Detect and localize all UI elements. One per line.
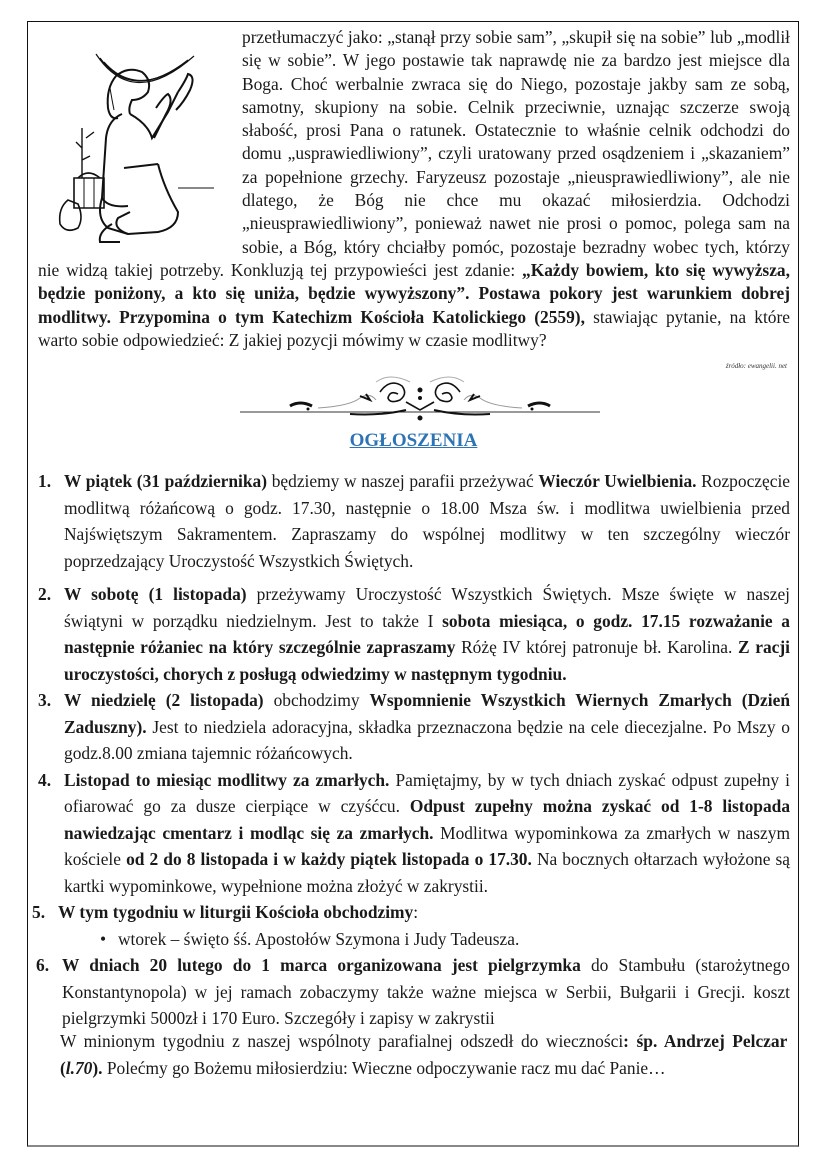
intro-section [38,26,790,352]
ornamental-divider [240,372,600,422]
praying-figure-illustration [38,28,230,254]
item-text: W piątek (31 października) [64,471,268,491]
sub-list-item [100,926,790,953]
item-text: Z racji uroczystości, chorych z posługą odwiedzimy w następnym tygodniu. [64,637,790,684]
item-text: sobota miesiąca, o godz. 17.15 rozważanie a następnie różaniec na który szczególnie zapraszamy [64,610,791,657]
obituary-paragraph [60,1028,787,1081]
item-number: 6. [36,955,50,975]
intro-text: przetłumaczyć jako: „stanął przy sobie sam”, „skupił się na sobie” lub „modlił się w sobie”. W jego postawie tak naprawdę nie za bardzo jest miejsce dla Boga. Choć werbalnie zwraca się do Niego, pozostaje jakby sam ze sobą, samotny, skupiony na sobie. Celnik przeciwnie, uznając szczerze swoją słabość, prosi Pana o ratunek. Ostatecznie to właśnie celnik odchodzi do domu „usprawiedliwiony”, czyli uratowany przed osądzeniem i „skazaniem” za popełnione grzechy. Faryzeusz pozostaje „nieusprawiedliwiony”, ale nie dlatego, że Bóg nie chce mu okazać miłosierdzia. Odchodzi „nieusprawiedliwiony”, ponieważ nawet nie prosi o pomoc, polega sam na sobie, a Bóg, który chciałby pomóc, pozostaje bezradny wobec tych, którzy nie widzą takiej potrzeby. [38,27,790,280]
item-number: 4. [38,769,52,790]
conclusion-text: Konkluzją tej przypowieści jest zdanie: [230,259,523,280]
item-number: 5. [32,902,46,922]
announcements-list [32,468,791,1032]
item-text: : [413,902,419,922]
item-text: Jest to niedziela adoracyjna, składka przeznaczona będzie na cele diecezjalne. Po Mszy o godz.8.00 zmiana tajemnic różańcowych. [64,716,790,763]
sub-list [58,926,790,953]
item-text: do Stambułu (starożytnego Konstantynopola) w jej ramach zobaczymy także ważne miejsca w Serbii, Bułgarii i Grecji. koszt pielgrzymki 5000zł i 170 Euro. Szczegóły i zapisy w zakrystii [62,955,791,1028]
age-open: ( [60,1057,66,1078]
item-text: Rozpoczęcie modlitwą różańcową o godz. 17.30, następnie o 18.00 Msza św. i modlitwa uwielbienia przed Najświętszym Sakramentem. Zapraszamy do wspólnej modlitwy w ten szczególny wieczór poprzedzający Uroczystość Wszystkich Świętych. [64,471,790,571]
conclusion-question: stawiając pytanie, na które warto sobie odpowiedzieć: Z jakiej pozycji mówimy w czasie modlitwy? [38,306,790,350]
announcement-item [38,468,790,574]
item-number: 2. [38,584,52,604]
announcement-item [36,952,790,1032]
announcement-item [38,767,790,900]
deceased-name: śp. Andrzej Pelczar [636,1031,787,1051]
announcements-heading [0,430,827,452]
item-text: Pamiętajmy, by w tych dniach zyskać odpust zupełny i ofiarować go za dusze cierpiące w czyśćcu. [64,769,790,816]
announcement-item [38,581,790,687]
item-text: W dniach 20 lutego do 1 marca organizowana jest pielgrzymka [62,955,581,975]
heading-text: OGŁOSZENIA [349,430,478,451]
sub-item-text: wtorek – święto śś. Apostołów Szymona i Judy Tadeusza. [118,928,520,949]
item-text: Na bocznych ołtarzach wyłożone są kartki wypominkowe, wypełnione można złożyć w zakrystii. [64,849,791,896]
item-text: Modlitwa wypominkowa za zmarłych w naszym kościele [64,822,790,869]
bullet-icon: • [100,928,107,949]
obituary-colon: : [623,1031,637,1051]
conclusion-quote: „Każdy bowiem, kto się wywyższa, będzie poniżony, a kto się uniża, będzie wywyższony”. Postawa pokory jest warunkiem dobrej modlitwy. Przypomina o tym Katechizm Kościoła Katolickiego (2559), [38,259,790,327]
item-text: Wspomnienie Wszystkich Wiernych Zmarłych (Dzień Zaduszny). [64,690,791,737]
announcement-item [38,687,790,767]
item-text: od 2 do 8 listopada i w każdy piątek listopada o 17.30. [126,849,532,869]
deceased-age: l.70 [65,1057,93,1078]
age-close: ). [92,1057,103,1078]
item-number: 3. [38,690,52,710]
item-text: W niedzielę (2 listopada) [64,690,264,710]
source-note: źródło: ewangelii. net [725,362,787,370]
item-text: Wieczór Uwielbienia. [538,471,697,491]
item-number: 1. [38,471,52,491]
item-text: Odpust zupełny można zyskać od 1-8 listopada nawiedzając cmentarz i modląc się za zmarłych. [64,796,791,843]
announcement-item [32,899,790,952]
item-text: przeżywamy Uroczystość Wszystkich Świętych. Msze święte w naszej świątyni w porządku niedzielnym. Jest to także I [64,584,791,631]
item-text: W sobotę (1 listopada) [64,584,247,604]
item-text: obchodzimy [263,690,370,710]
item-text: Listopad to miesiąc modlitwy za zmarłych. [64,769,390,790]
item-text: będziemy w naszej parafii przeżywać [267,471,539,491]
obituary-prayer: Polećmy go Bożemu miłosierdziu: Wieczne odpoczywanie racz mu dać Panie… [102,1057,666,1078]
item-text: W tym tygodniu w liturgii Kościoła obchodzimy [58,902,414,922]
obituary-text: W minionym tygodniu z naszej wspólnoty parafialnej odszedł do wieczności [60,1031,624,1051]
item-text: Różę IV której patronuje bł. Karolina. [455,637,738,657]
